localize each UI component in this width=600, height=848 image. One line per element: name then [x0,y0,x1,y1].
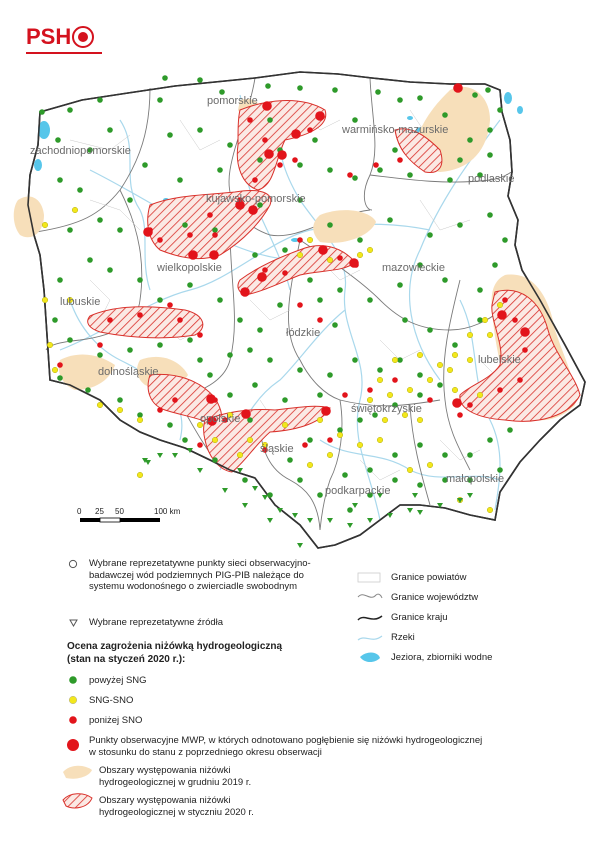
observation-point [87,257,93,263]
observation-point [487,127,493,133]
observation-point [392,147,398,153]
region-label-slaskie: śląskie [260,443,294,455]
observation-point [188,250,198,260]
observation-point [127,347,133,353]
observation-point [485,87,491,93]
observation-point [442,452,448,458]
observation-point [357,442,363,448]
observation-point [375,89,381,95]
observation-point [337,255,343,261]
observation-point [347,507,353,513]
observation-point [157,297,163,303]
observation-point [392,452,398,458]
observation-point [247,347,253,353]
observation-point [57,177,63,183]
observation-point [247,117,253,123]
observation-point [187,232,193,238]
observation-point [497,302,503,308]
legend-deepening-text: Punkty obserwacyjne MWP, w których odnotowano pogłębienie się niżówki hydrogeologicznej w stosunku do stanu z poprzedniego okresu obserwacji [89,735,483,758]
observation-point [182,222,188,228]
observation-point [52,317,58,323]
observation-point [467,452,473,458]
observation-point [282,247,288,253]
observation-point [206,394,216,404]
observation-point [317,417,323,423]
observation-point [318,245,328,255]
observation-point [477,287,483,293]
observation-point [352,175,358,181]
observation-point [377,167,383,173]
observation-point [197,332,203,338]
observation-point [267,357,273,363]
observation-point [167,132,173,138]
observation-point [212,227,218,233]
observation-point [512,317,518,323]
legend-area2020-text: Obszary występowania niżówki hydrogeologicznej w styczniu 2020 r. [99,795,254,818]
observation-point [352,117,358,123]
observation-point [452,352,458,358]
observation-point [212,437,218,443]
observation-point [157,407,163,413]
observation-point [297,302,303,308]
observation-point [217,297,223,303]
observation-point [197,77,203,83]
observation-point [262,267,268,273]
region-label-opolskie: opolskie [200,413,241,425]
spring-point [262,495,268,500]
observation-point [241,409,251,419]
observation-point [397,97,403,103]
observation-point [467,332,473,338]
region-label-pomorskie: pomorskie [207,95,258,107]
region-label-lubelskie: lubelskie [478,354,521,366]
spring-point [172,453,178,458]
observation-point [240,287,250,297]
region-label-lubuskie: lubuskie [60,296,101,308]
spring-point [197,468,203,473]
observation-point [317,492,323,498]
observation-point [417,482,423,488]
observation-point [142,162,148,168]
observation-point [427,397,433,403]
observation-point [172,397,178,403]
observation-point [55,137,61,143]
observation-point [117,397,123,403]
observation-point [452,398,462,408]
observation-point [497,467,503,473]
observation-point [417,352,423,358]
observation-point [517,377,523,383]
legend-kraju-text: Granice kraju [391,612,448,623]
observation-point [257,272,267,282]
observation-point [209,250,219,260]
observation-point [317,297,323,303]
observation-point [377,367,383,373]
observation-point [137,312,143,318]
observation-point [137,417,143,423]
observation-point [177,317,183,323]
observation-point [242,477,248,483]
observation-point [248,205,258,215]
observation-point [97,97,103,103]
observation-point [257,327,263,333]
observation-point [117,407,123,413]
observation-point [217,167,223,173]
scale-bar [80,518,160,522]
observation-point [417,442,423,448]
observation-point [307,127,313,133]
legend-powiat-text: Granice powiatów [391,572,467,583]
observation-point [247,437,253,443]
observation-point [219,89,225,95]
observation-point [197,442,203,448]
observation-point [452,387,458,393]
observation-point [327,257,333,263]
observation-point [39,109,45,115]
observation-point [127,197,133,203]
observation-point [392,357,398,363]
observation-point [337,432,343,438]
observation-point [277,150,287,160]
observation-point [427,377,433,383]
observation-point [327,437,333,443]
observation-point [367,467,373,473]
observation-point [227,392,233,398]
observation-point [317,392,323,398]
region-label-swietokrzyskie: świętokrzyskie [351,403,422,415]
region-label-malopolskie: podkarpackie [325,485,391,497]
observation-point [442,277,448,283]
observation-point [342,472,348,478]
observation-point [57,277,63,283]
observation-point [297,85,303,91]
observation-point [477,392,483,398]
observation-point [402,317,408,323]
legend-below-text: poniżej SNO [89,715,143,726]
spring-point [387,513,393,518]
observation-point [337,287,343,293]
observation-point [42,297,48,303]
observation-point [387,392,393,398]
legend-wojewodztw-text: Granice województw [391,592,479,603]
observation-point [487,507,493,513]
legend-springs-text: Wybrane reprezetatywne źródła [89,617,224,628]
observation-point [417,417,423,423]
observation-point [502,237,508,243]
spring-point [407,508,413,513]
observation-point [297,477,303,483]
observation-point [487,152,493,158]
observation-point [467,137,473,143]
observation-point [137,472,143,478]
observation-point [373,162,379,168]
observation-point [377,377,383,383]
region-label-dolnoslaskie: dolnośląskie [98,366,159,378]
observation-point [417,372,423,378]
observation-point [291,129,301,139]
observation-point [182,437,188,443]
observation-point [357,417,363,423]
spring-point [417,510,423,515]
observation-point [452,342,458,348]
observation-point [427,232,433,238]
observation-point [97,217,103,223]
legend-heading: Ocena zagrożenia niżówką hydrogeologiczną (stan na styczeń 2020 r.): [67,641,283,665]
observation-point [47,342,53,348]
logo-underline [26,52,102,54]
region-label-warminsko-mazurskie: warmińsko-mazurskie [342,124,449,136]
observation-point [487,437,493,443]
observation-point [392,377,398,383]
observation-point [477,317,483,323]
observation-point [497,310,507,320]
observation-point [317,317,323,323]
observation-point [327,167,333,173]
observation-point [367,297,373,303]
observation-point [167,422,173,428]
observation-point [352,357,358,363]
observation-point [327,372,333,378]
observation-point [262,137,268,143]
observation-point [307,277,313,283]
observation-point [67,337,73,343]
observation-point [207,372,213,378]
scale-tick-25: 25 [95,507,104,516]
observation-point [302,442,308,448]
legend-between-text: SNG-SNO [89,695,134,706]
observation-point [267,117,273,123]
observation-point [97,402,103,408]
observation-point [227,352,233,358]
observation-point [367,397,373,403]
observation-point [457,157,463,163]
observation-point [332,87,338,93]
observation-point [457,412,463,418]
observation-point [427,462,433,468]
observation-point [417,392,423,398]
observation-point [157,342,163,348]
logo-text: PSH [26,24,72,49]
observation-point [297,252,303,258]
observation-point [472,92,478,98]
observation-point [57,362,63,368]
legend-points-text: Wybrane reprezetatywne punkty sieci obserwacyjno-badawczej wód podziemnych PIG-PIB należące do systemu wodonośnego o zwierciadle swobodnym [89,558,311,592]
scale-tick-100: 100 km [154,507,181,516]
observation-point [72,207,78,213]
observation-point [262,101,272,111]
observation-point [282,397,288,403]
observation-point [107,267,113,273]
observation-point [107,317,113,323]
observation-point [467,402,473,408]
observation-point [492,262,498,268]
observation-point [252,382,258,388]
legend-rzeki-text: Rzeki [391,632,415,643]
observation-point [482,317,488,323]
observation-point [252,252,258,258]
observation-point [282,422,288,428]
spring-point [222,488,228,493]
observation-point [367,247,373,253]
scale-tick-50: 50 [115,507,124,516]
observation-point [387,217,393,223]
observation-point [167,302,173,308]
observation-point [315,111,325,121]
observation-point [349,258,359,268]
observation-point [67,227,73,233]
spring-point [252,486,258,491]
observation-point [321,406,331,416]
observation-point [487,332,493,338]
legend-jeziora-text: Jeziora, zbiorniki wodne [391,652,493,663]
legend-area2019-text: Obszary występowania niżówki hydrogeologicznej w grudniu 2019 r. [99,765,252,788]
observation-point [252,177,258,183]
observation-point [427,327,433,333]
observation-point [332,322,338,328]
observation-point [237,452,243,458]
observation-point [447,367,453,373]
observation-point [407,172,413,178]
observation-point [487,212,493,218]
observation-point [392,477,398,483]
observation-point [382,417,388,423]
observation-point [277,162,283,168]
observation-point [277,302,283,308]
observation-point [52,367,58,373]
observation-point [197,127,203,133]
region-label-kujawsko-pomorskie: kujawsko-pomorskie [206,193,306,205]
observation-point [257,157,263,163]
observation-point [187,337,193,343]
observation-point [437,382,443,388]
region-label-mazowieckie: mazowieckie [382,262,445,274]
observation-point [442,112,448,118]
observation-point [237,317,243,323]
spring-point [157,453,163,458]
logo-badge-icon [72,26,94,48]
observation-point [292,157,298,163]
observation-point [407,387,413,393]
observation-point [447,177,453,183]
observation-point [467,357,473,363]
observation-point [507,427,513,433]
observation-point [97,352,103,358]
observation-point [265,83,271,89]
spring-point [267,518,273,523]
observation-point [397,282,403,288]
observation-point [357,237,363,243]
observation-point [143,227,153,237]
observation-point [417,95,423,101]
region-label-lodzkie: łódzkie [286,327,321,339]
observation-point [397,157,403,163]
observation-point [327,222,333,228]
observation-point [407,467,413,473]
observation-point [307,462,313,468]
observation-point [67,107,73,113]
observation-point [397,357,403,363]
observation-point [282,270,288,276]
observation-point [197,357,203,363]
observation-point [307,237,313,243]
observation-point [212,232,218,238]
observation-point [157,97,163,103]
spring-point [145,460,151,465]
observation-point [497,387,503,393]
observation-point [57,375,63,381]
psh-logo [26,24,94,50]
observation-point [497,107,503,113]
observation-point [187,282,193,288]
region-label-podkarpackie: małopolskie [446,473,505,485]
observation-point [297,237,303,243]
observation-point [453,83,463,93]
observation-point [267,492,273,498]
spring-point [242,503,248,508]
observation-point [520,327,530,337]
observation-point [287,457,293,463]
observation-point [307,437,313,443]
observation-point [297,162,303,168]
observation-point [337,427,343,433]
observation-point [342,392,348,398]
observation-point [437,362,443,368]
observation-point [137,277,143,283]
observation-point [212,457,218,463]
observation-point [522,347,528,353]
observation-point [107,127,113,133]
observation-point [137,412,143,418]
observation-point [97,342,103,348]
observation-point [347,172,353,178]
region-label-wielkopolskie: wielkopolskie [157,262,222,274]
observation-point [377,437,383,443]
spring-point [297,543,303,548]
observation-point [117,227,123,233]
region-label-podlaskie: podlaskie [468,173,515,185]
observation-point [264,149,274,159]
observation-point [327,452,333,458]
observation-point [162,75,168,81]
observation-point [457,222,463,228]
scale-tick-0: 0 [77,507,82,516]
observation-point [177,177,183,183]
observation-point [85,387,91,393]
region-label-zachodniopomorskie: zachodniopomorskie [30,145,131,157]
observation-point [367,387,373,393]
observation-point [357,252,363,258]
observation-point [502,297,508,303]
observation-point [207,212,213,218]
observation-point [157,237,163,243]
observation-point [297,367,303,373]
observation-point [42,222,48,228]
observation-point [77,187,83,193]
observation-point [312,137,318,143]
observation-point [227,142,233,148]
legend-above-text: powyżej SNG [89,675,147,686]
